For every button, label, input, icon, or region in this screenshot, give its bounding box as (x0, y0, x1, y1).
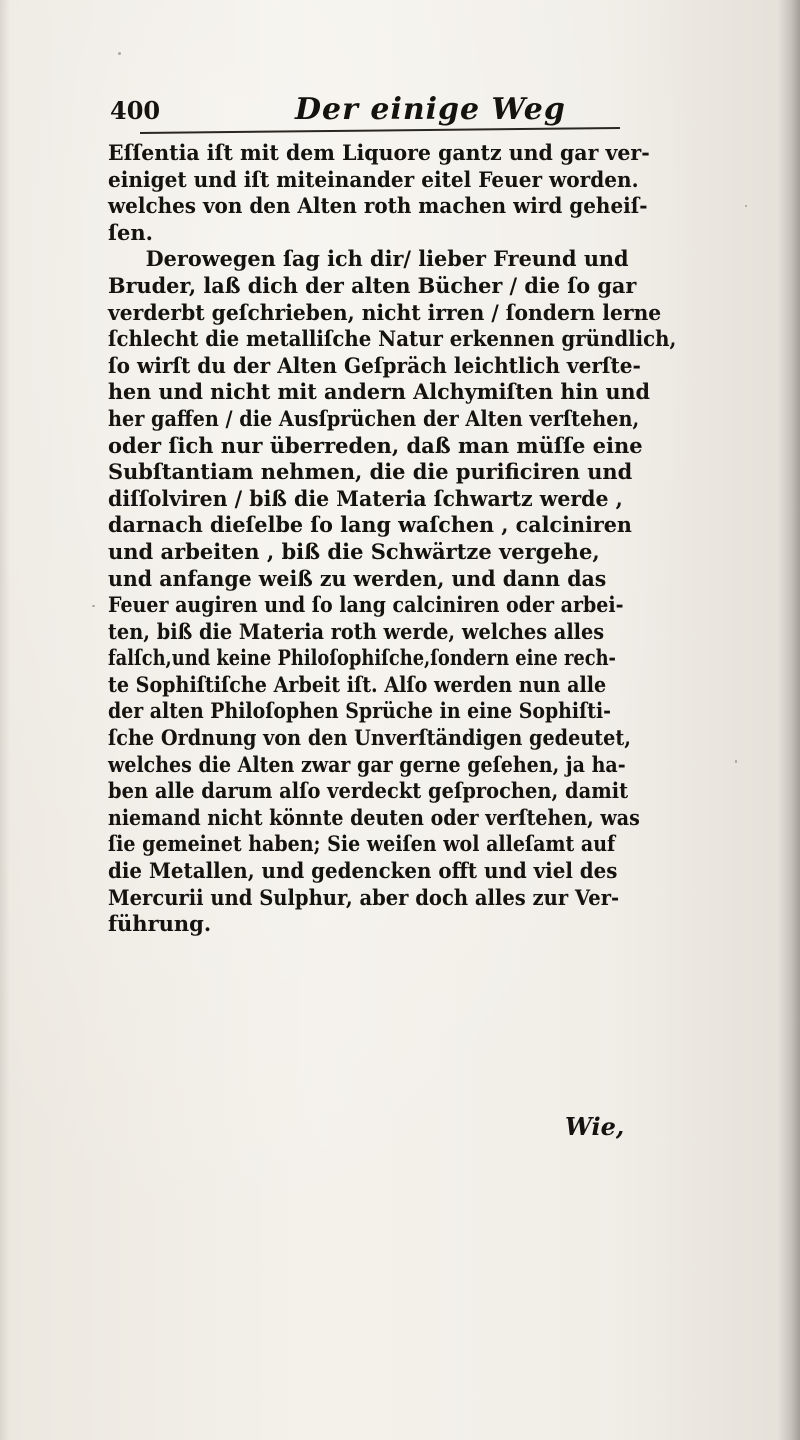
text-line: die Metallen, und gedencken offt und viel des (108, 858, 618, 884)
text-line: Eſſentia iſt mit dem Liquore gantz und gar ver- (108, 140, 650, 165)
text-line: und anfange weiß zu werden, und dann das (108, 565, 607, 591)
text-line: Feuer augiren und ſo lang calciniren oder arbei- (108, 592, 624, 618)
text-line: welches von den Alten roth machen wird geheiſ- (108, 193, 648, 219)
text-line: und arbeiten , biß die Schwärtze vergehe, (108, 538, 600, 564)
paper-speck (92, 605, 95, 607)
text-line: hen und nicht mit andern Alchymiſten hin und (108, 379, 651, 405)
paper-speck (745, 205, 747, 207)
text-line: ſen. (108, 219, 153, 245)
text-line: ten, biß die Materia roth werde, welches alles (108, 618, 605, 644)
page-number: 400 (110, 96, 161, 125)
body-text (108, 140, 677, 938)
text-line: Derowegen ſag ich dir/ lieber Freund und (145, 246, 629, 272)
text-line: ben alle darum alſo verdeckt geſprochen, damit (108, 778, 629, 804)
text-line: ſo wirſt du der Alten Geſpräch leichtlich verſte- (108, 352, 641, 378)
text-line: einiget und iſt miteinander eitel Feuer worden. (108, 166, 639, 192)
text-line: verderbt geſchrieben, nicht irren / ſondern lerne (108, 299, 662, 325)
text-line: welches die Alten zwar gar gerne geſehen, ja ha- (108, 751, 626, 777)
text-line: der alten Philoſophen Sprüche in eine Sophiſti- (108, 698, 611, 724)
text-line: ſche Ordnung von den Unverſtändigen gedeutet, (108, 725, 631, 751)
text-line: Bruder, laß dich der alten Bücher / die ſo gar (108, 272, 637, 298)
text-line: ſie gemeinet haben; Sie weiſen wol alleſamt auf (108, 831, 616, 857)
text-line: Subſtantiam nehmen, die die purificiren und (108, 459, 633, 485)
paper-speck (118, 52, 121, 55)
text-line: her gaffen / die Ausſprüchen der Alten verſtehen, (108, 405, 640, 431)
text-line: oder ſich nur überreden, daß man müſſe eine (108, 432, 643, 458)
text-line: ſchlecht die metalliſche Natur erkennen gründlich, (108, 326, 677, 352)
text-line: te Sophiſtiſche Arbeit iſt. Alſo werden nun alle (108, 671, 607, 697)
text-line: Mercurii und Sulphur, aber doch alles zur Ver- (108, 884, 620, 910)
text-line: führung. (108, 911, 212, 937)
text-line: darnach dieſelbe ſo lang waſchen , calciniren (108, 512, 632, 538)
text-line: niemand nicht könnte deuten oder verſtehen, was (108, 804, 640, 830)
catchword: Wie, (565, 1112, 625, 1141)
text-line: falſch,und keine Philoſophiſche,ſondern eine rech- (108, 645, 616, 671)
binding-shadow (778, 0, 800, 1440)
paper-speck (735, 760, 737, 763)
page-left-edge (0, 0, 10, 1440)
running-title: Der einige Weg (295, 92, 566, 127)
page-header (110, 92, 620, 132)
text-line: diſſolviren / biß die Materia ſchwartz werde , (108, 485, 623, 511)
